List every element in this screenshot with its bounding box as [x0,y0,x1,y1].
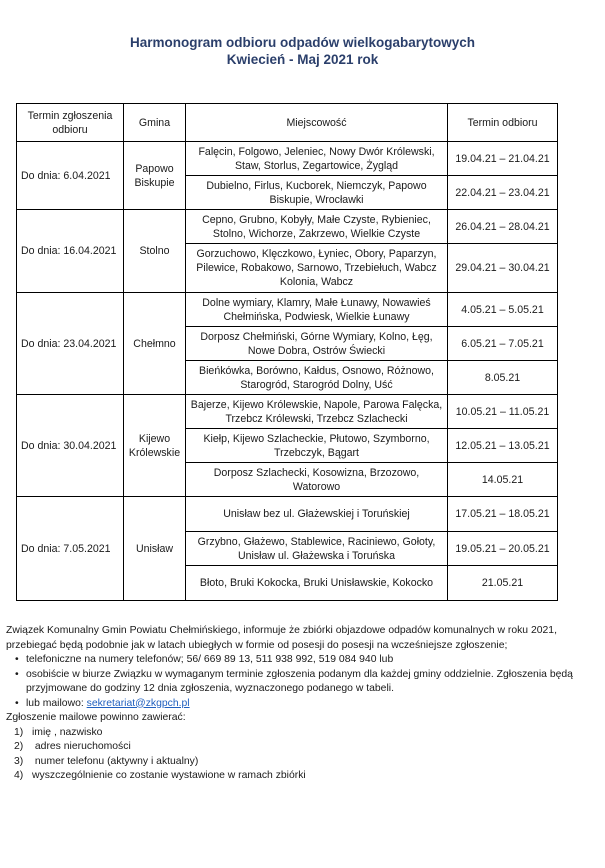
deadline-cell: Do dnia: 23.04.2021 [17,293,124,395]
column-header-locality: Miejscowość [186,104,448,142]
table-row [17,395,558,429]
requirement-number: 4) [14,770,24,781]
pickup-date-cell: 12.05.21 – 13.05.21 [448,429,558,463]
contact-phone: • telefoniczne na numery telefonów; 56/ 669 89 13, 511 938 992, 519 084 940 lub [6,653,596,668]
requirement-text: imię , nazwisko [32,726,103,738]
pickup-date-cell: 8.05.21 [448,361,558,395]
deadline-cell: Do dnia: 6.04.2021 [17,142,124,210]
places-cell: Kiełp, Kijewo Szlacheckie, Płutowo, Szymborno, Trzebczyk, Bągart [186,429,448,463]
requirement-text: wyszczególnienie co zostanie wystawione w ramach zbiórki [32,770,306,781]
deadline-cell: Do dnia: 30.04.2021 [17,395,124,497]
schedule-table [16,103,558,601]
pickup-date-cell: 4.05.21 – 5.05.21 [448,293,558,327]
requirement-item [6,740,596,755]
pickup-date-cell: 6.05.21 – 7.05.21 [448,327,558,361]
table-row [17,142,558,176]
column-header-gmina: Gmina [124,104,186,142]
table-row [17,293,558,327]
pickup-date-cell: 19.05.21 – 20.05.21 [448,532,558,566]
contact-email [6,697,596,712]
contact-methods-list [6,653,596,711]
requirement-text: adres nieruchomości [32,741,131,752]
places-cell: Dorposz Chełmiński, Górne Wymiary, Kolno, Łęg, Nowe Dobra, Ostrów Świecki [186,327,448,361]
table-header-row [17,104,558,142]
places-cell: Dolne wymiary, Klamry, Małe Łunawy, Nowawieś Chełmińska, Podwiesk, Wielkie Łunawy [186,293,448,327]
info-section [6,624,596,784]
document-title [0,34,605,68]
gmina-cell: Chełmno [124,293,186,395]
email-link[interactable]: sekretariat@zkgpch.pl [86,697,190,709]
gmina-cell: Papowo Biskupie [124,142,186,210]
contact-office: • osobiście w biurze Związku w wymaganym terminie zgłoszenia podanym dla każdej gminy oddzielnie. Zgłoszenia będą przyjmowane do godziny 12 dnia zgłoszenia, wyznaczonego podanego w tabeli. [6,668,596,697]
subtitle-line: Kwiecień - Maj 2021 rok [226,52,379,67]
places-cell: Bajerze, Kijewo Królewskie, Napole, Parowa Falęcka, Trzebcz Królewski, Trzebcz Szlachecki [186,395,448,429]
table-row [17,210,558,244]
pickup-date-cell: 17.05.21 – 18.05.21 [448,497,558,532]
deadline-cell: Do dnia: 16.04.2021 [17,210,124,293]
places-cell: Gorzuchowo, Klęczkowo, Łyniec, Obory, Paparzyn, Pilewice, Robakowo, Sarnowo, Trzebiełuch, Wabcz Kolonia, Wabcz [186,244,448,293]
pickup-date-cell: 21.05.21 [448,566,558,601]
gmina-cell: Kijewo Królewskie [124,395,186,497]
column-header-deadline: Termin zgłoszenia odbioru [17,104,124,142]
email-requirements-list [6,726,596,784]
requirement-item [6,755,596,770]
pickup-date-cell: 14.05.21 [448,463,558,497]
places-cell: Błoto, Bruki Kokocka, Bruki Unisławskie, Kokocko [186,566,448,601]
pickup-date-cell: 19.04.21 – 21.04.21 [448,142,558,176]
email-prefix: lub mailowo: [26,697,87,709]
requirement-text: numer telefonu (aktywny i aktualny) [32,755,199,767]
column-header-pickup-date: Termin odbioru [448,104,558,142]
table-row [17,497,558,532]
pickup-date-cell: 22.04.21 – 23.04.21 [448,176,558,210]
deadline-cell: Do dnia: 7.05.2021 [17,497,124,601]
pickup-date-cell: 10.05.21 – 11.05.21 [448,395,558,429]
requirement-item [6,769,596,784]
gmina-cell: Stolno [124,210,186,293]
places-cell: Falęcin, Folgowo, Jeleniec, Nowy Dwór Królewski, Staw, Storlus, Zegartowice, Żygląd [186,142,448,176]
pickup-date-cell: 26.04.21 – 28.04.21 [448,210,558,244]
places-cell: Unisław bez ul. Głażewskiej i Toruńskiej [186,497,448,532]
places-cell: Grzybno, Głażewo, Stablewice, Raciniewo, Gołoty, Unisław ul. Głażewska i Toruńska [186,532,448,566]
places-cell: Cepno, Grubno, Kobyły, Małe Czyste, Rybieniec, Stolno, Wichorze, Zakrzewo, Wielkie Czyste [186,210,448,244]
requirement-number: 3) [14,755,24,767]
places-cell: Dorposz Szlachecki, Kosowizna, Brzozowo, Watorowo [186,463,448,497]
title-line: Harmonogram odbioru odpadów wielkogabarytowych [129,35,476,50]
requirement-number: 2) [14,741,24,752]
places-cell: Bieńkówka, Borówno, Kałdus, Osnowo, Różnowo, Starogród, Starogród Dolny, Uść [186,361,448,395]
info-intro: Związek Komunalny Gmin Powiatu Chełmińskiego, informuje że zbiórki objazdowe odpadów komunalnych w roku 2021, przebiegać będą podobnie jak w latach ubiegłych w formie od posesji do posesji na wcześniejsze zgłoszenie; [6,625,557,651]
gmina-cell: Unisław [124,497,186,601]
email-requirements-heading: Zgłoszenie mailowe powinno zawierać: [6,712,186,723]
places-cell: Dubielno, Firlus, Kucborek, Niemczyk, Papowo Biskupie, Wrocławki [186,176,448,210]
requirement-number: 1) [14,726,24,738]
pickup-date-cell: 29.04.21 – 30.04.21 [448,244,558,293]
requirement-item [6,726,596,741]
